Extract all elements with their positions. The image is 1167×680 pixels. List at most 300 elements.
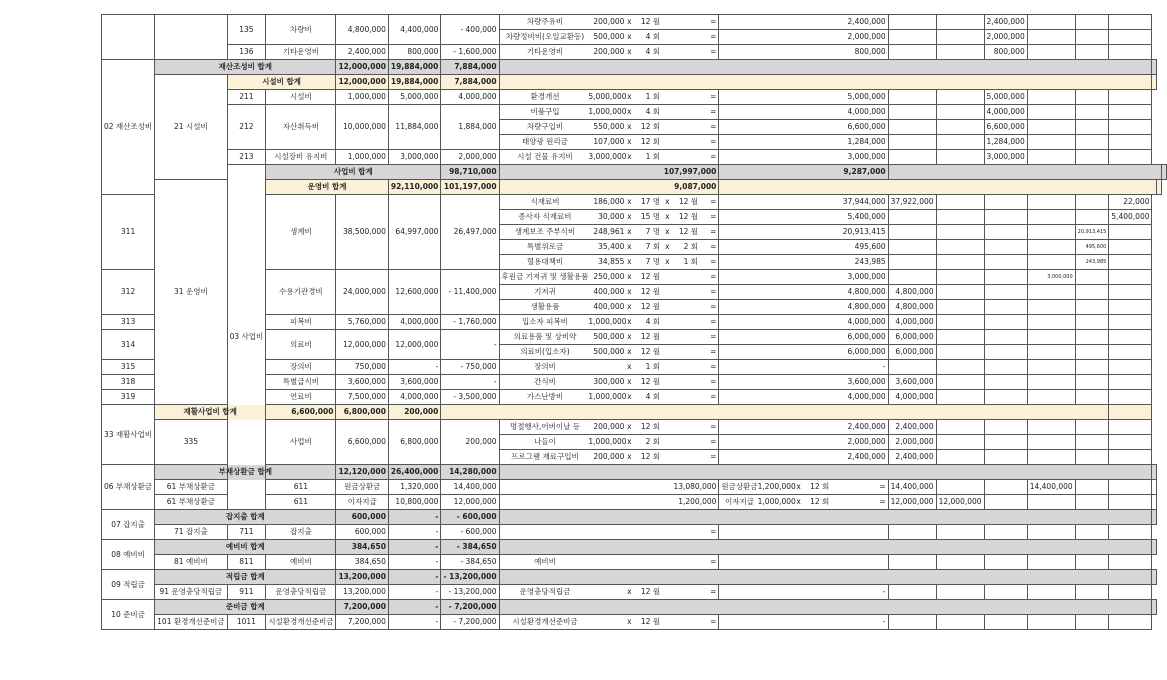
total-detail-blank (719, 180, 1157, 195)
fund-source-col-2 (936, 240, 984, 255)
detail-formula-cell (499, 300, 719, 315)
fund-source-col-2 (984, 480, 1027, 495)
fund-source-col-1 (936, 480, 984, 495)
detail-quantity-2: 2 (683, 242, 689, 251)
fund-source-col-4 (1027, 90, 1075, 105)
detail-quantity: 15 (640, 212, 651, 221)
fund-source-col-1 (888, 240, 936, 255)
detail-equals-sign: = (710, 452, 717, 461)
fund-source-col-5 (1075, 450, 1109, 465)
detail-quantity: 7 (645, 242, 651, 251)
detail-item-name: 후원금 기저귀 및 생활용품 (501, 272, 589, 281)
detail-unit-price: 248,961 (593, 227, 625, 236)
detail-equals-sign: = (710, 422, 717, 431)
detail-quantity: 4 (645, 392, 651, 401)
fund-source-col-6 (1109, 300, 1152, 315)
total-detail-blank (499, 75, 1152, 90)
detail-amount: 12,000,000 (888, 495, 936, 510)
detail-equals-sign: = (710, 287, 717, 296)
account-name: 운영충당적립금 (266, 585, 336, 600)
detail-unit: 회 (652, 392, 661, 401)
detail-formula-cell (499, 30, 719, 45)
fund-source-col-5 (1109, 480, 1152, 495)
detail-equals-sign: = (710, 347, 717, 356)
detail-item-name: 환경개선 (530, 92, 560, 101)
detail-quantity: 12 (640, 287, 651, 296)
detail-unit: 회 (652, 32, 661, 41)
fund-source-col-4 (1027, 390, 1075, 405)
detail-amount: 4,000,000 (719, 105, 888, 120)
fund-source-col-5 (1075, 525, 1109, 540)
detail-amount: - (719, 585, 888, 600)
fund-source-col-3 (984, 255, 1027, 270)
detail-quantity: 12 (640, 617, 651, 626)
table-row (102, 90, 1167, 105)
detail-quantity: 12 (640, 452, 651, 461)
fund-source-col-2 (984, 495, 1027, 510)
detail-equals-sign: = (879, 482, 886, 491)
fund-source-col-1 (888, 210, 936, 225)
account-name: 특별급식비 (266, 375, 336, 390)
total-previous: 6,600,000 (266, 405, 336, 420)
detail-formula-cell (499, 330, 719, 345)
fund-source-col-6 (1109, 225, 1152, 240)
detail-times-sign: x (627, 212, 632, 221)
table-row (102, 585, 1167, 600)
account-name: 이자지급 (336, 495, 388, 510)
detail-formula-cell (499, 105, 719, 120)
total-blank (1152, 600, 1157, 615)
total-label: 부채상환금 합계 (155, 465, 336, 480)
detail-times-sign: x (627, 17, 632, 26)
detail-unit: 월 (652, 17, 661, 26)
fund-source-col-4 (1027, 135, 1075, 150)
fund-source-col-2 (936, 270, 984, 285)
total-row (102, 570, 1167, 585)
detail-unit-price: 186,000 (593, 197, 625, 206)
total-previous: 7,200,000 (336, 600, 388, 615)
account-code: 211 (227, 90, 266, 105)
total-blank (1152, 570, 1157, 585)
detail-unit-2: 월 (690, 212, 699, 221)
fund-source-col-2 (936, 195, 984, 210)
fund-source-col-3 (984, 555, 1027, 570)
previous-budget: 12,000,000 (336, 330, 388, 360)
total-previous: 92,110,000 (388, 180, 440, 195)
detail-formula-cell (499, 345, 719, 360)
detail-amount: 2,000,000 (719, 30, 888, 45)
fund-source-col-2 (936, 150, 984, 165)
detail-amount: 3,000,000 (719, 270, 888, 285)
account-name: 장의비 (266, 360, 336, 375)
detail-quantity: 4 (645, 47, 651, 56)
current-budget: - (388, 555, 440, 570)
detail-amount: 6,600,000 (719, 120, 888, 135)
detail-formula-cell (499, 225, 719, 240)
fund-source-col-4 (1075, 495, 1109, 510)
detail-unit-2: 회 (690, 257, 699, 266)
total-label: 운영비 합계 (266, 180, 389, 195)
fund-source-col-6 (1109, 360, 1152, 375)
account-code: 611 (266, 495, 336, 510)
detail-unit: 명 (652, 257, 661, 266)
detail-times-sign: x (627, 47, 632, 56)
detail-item-name: 가스난방비 (526, 392, 564, 401)
detail-quantity-2: 12 (678, 197, 689, 206)
detail-times-sign: x (627, 377, 632, 386)
budget-difference: 26,497,000 (441, 195, 499, 270)
detail-unit: 회 (652, 107, 661, 116)
account-code: 911 (227, 585, 266, 600)
account-name: 시설환경개선준비금 (266, 615, 336, 630)
detail-quantity: 12 (640, 332, 651, 341)
total-previous: 98,710,000 (441, 165, 499, 180)
fund-source-col-1: 2,400,000 (888, 420, 936, 435)
subtotal-row (102, 75, 1167, 90)
subgroup-71: 71 잡지출 (155, 525, 227, 540)
budget-difference: 1,200,000 (499, 495, 719, 510)
detail-times-sign: x (627, 137, 632, 146)
total-blank (1157, 180, 1162, 195)
fund-source-col-2 (936, 330, 984, 345)
total-current: 26,400,000 (388, 465, 440, 480)
total-detail-blank (499, 600, 1152, 615)
fund-source-col-1 (888, 270, 936, 285)
detail-times-sign: x (627, 347, 632, 356)
budget-difference: - 13,200,000 (441, 585, 499, 600)
fund-source-col-2 (936, 90, 984, 105)
detail-item-name: 시설 건물 유지비 (517, 152, 573, 161)
fund-source-col-2 (936, 105, 984, 120)
detail-item-name: 의료비(입소자) (520, 347, 570, 356)
detail-times-sign: x (627, 242, 632, 251)
detail-formula-cell (499, 15, 719, 30)
detail-quantity: 4 (645, 32, 651, 41)
detail-equals-sign: = (879, 497, 886, 506)
fund-source-col-2 (936, 120, 984, 135)
fund-source-col-3 (984, 360, 1027, 375)
budget-difference: - 1,760,000 (441, 315, 499, 330)
total-difference: - 600,000 (441, 510, 499, 525)
detail-equals-sign: = (710, 392, 717, 401)
fund-source-col-4 (1027, 150, 1075, 165)
detail-formula-cell (499, 435, 719, 450)
previous-budget: 13,200,000 (336, 585, 388, 600)
account-code: 319 (102, 390, 155, 405)
detail-amount: 3,000,000 (719, 150, 888, 165)
previous-budget: 7,200,000 (336, 615, 388, 630)
detail-equals-sign: = (710, 152, 717, 161)
detail-unit-price: 400,000 (593, 302, 625, 311)
account-name: 생계비 (266, 195, 336, 270)
detail-item-name: 입소자 피복비 (522, 317, 568, 326)
detail-item-name: 차량정비비(오일교환등) (505, 32, 585, 41)
fund-source-col-1 (888, 45, 936, 60)
fund-source-col-5: 20,913,415 (1075, 225, 1109, 240)
detail-quantity: 7 (645, 227, 651, 236)
fund-source-col-2 (936, 30, 984, 45)
group-06: 06 부채상환금 (102, 465, 155, 510)
detail-amount: 37,944,000 (719, 195, 888, 210)
detail-formula-cell (719, 495, 888, 510)
fund-source-col-3 (984, 420, 1027, 435)
detail-amount: 5,400,000 (719, 210, 888, 225)
detail-equals-sign: = (710, 332, 717, 341)
detail-amount (719, 555, 888, 570)
previous-budget: 1,000,000 (336, 150, 388, 165)
detail-unit-2: 월 (690, 227, 699, 236)
fund-source-col-1: 12,000,000 (936, 495, 984, 510)
account-name: 차량비 (266, 15, 336, 45)
detail-times-sign: x (627, 32, 632, 41)
fund-source-col-4 (1027, 30, 1075, 45)
fund-source-col-6 (1109, 45, 1152, 60)
detail-formula-cell (499, 45, 719, 60)
group-03: 03 사업비 (227, 165, 266, 510)
fund-source-col-6 (1109, 450, 1152, 465)
detail-equals-sign: = (710, 272, 717, 281)
total-row (102, 510, 1167, 525)
total-blank (1152, 75, 1157, 90)
detail-amount: 4,800,000 (719, 285, 888, 300)
detail-unit: 명 (652, 212, 661, 221)
account-code: 312 (102, 270, 155, 315)
group-02: 02 재산조성비 (102, 60, 155, 195)
detail-unit: 회 (652, 317, 661, 326)
fund-source-col-2 (936, 615, 984, 630)
total-blank (1152, 465, 1157, 480)
budget-difference: - (441, 375, 499, 390)
fund-source-col-3 (984, 195, 1027, 210)
current-budget: 5,000,000 (388, 90, 440, 105)
detail-formula-cell (499, 90, 719, 105)
subgroup-91: 91 운영충당적립금 (155, 585, 227, 600)
fund-source-col-4 (1075, 480, 1109, 495)
total-difference: 200,000 (388, 405, 440, 420)
previous-budget: 7,500,000 (336, 390, 388, 405)
detail-equals-sign: = (710, 587, 717, 596)
detail-unit-price: 1,000,000 (588, 317, 627, 326)
detail-unit-price: 30,000 (598, 212, 625, 221)
total-difference: 9,087,000 (499, 180, 719, 195)
detail-unit-price: 250,000 (593, 272, 625, 281)
total-label: 재산조성비 합계 (155, 60, 336, 75)
fund-source-col-4 (1027, 555, 1075, 570)
fund-source-col-2 (936, 375, 984, 390)
total-current: 19,884,000 (388, 60, 440, 75)
fund-source-col-6 (1109, 135, 1152, 150)
detail-item-name: 차량구입비 (526, 122, 564, 131)
fund-source-col-4 (1027, 330, 1075, 345)
detail-quantity: 12 (640, 122, 651, 131)
fund-source-col-3: 1,284,000 (984, 135, 1027, 150)
fund-source-col-5 (1109, 495, 1152, 510)
fund-source-col-4 (1027, 450, 1075, 465)
fund-source-col-3 (984, 585, 1027, 600)
detail-times-sign: x (627, 272, 632, 281)
detail-item-name: 프로그램 재료구입비 (511, 452, 579, 461)
fund-source-col-2 (936, 300, 984, 315)
total-row (102, 465, 1167, 480)
detail-quantity: 7 (645, 257, 651, 266)
total-current: - (388, 510, 440, 525)
account-code: 811 (227, 555, 266, 570)
detail-unit: 월 (652, 347, 661, 356)
detail-unit: 회 (652, 362, 661, 371)
fund-source-col-2 (936, 555, 984, 570)
detail-item-name: 이자지급 (725, 497, 755, 506)
detail-unit-price: 1,200,000 (757, 482, 796, 491)
previous-budget: 5,760,000 (336, 315, 388, 330)
detail-quantity: 12 (640, 587, 651, 596)
detail-formula-cell (499, 210, 719, 225)
detail-unit: 월 (652, 302, 661, 311)
fund-source-col-4 (1027, 435, 1075, 450)
detail-quantity-2: 1 (683, 257, 689, 266)
detail-times-sign: x (627, 437, 632, 446)
group-31: 31 운영비 (155, 180, 227, 405)
detail-equals-sign: = (710, 107, 717, 116)
detail-equals-sign: = (710, 32, 717, 41)
budget-difference: - 750,000 (441, 360, 499, 375)
fund-source-col-5 (1075, 150, 1109, 165)
total-difference: - 7,200,000 (441, 600, 499, 615)
fund-source-col-6 (1109, 525, 1152, 540)
fund-source-col-1: 4,800,000 (888, 300, 936, 315)
current-budget: 4,400,000 (388, 15, 440, 45)
detail-item-name: 차량주유비 (526, 17, 564, 26)
detail-unit-price: 400,000 (593, 287, 625, 296)
detail-unit: 명 (652, 227, 661, 236)
fund-source-col-5 (1075, 585, 1109, 600)
detail-times-sign: x (796, 482, 801, 491)
fund-source-col-6 (1109, 315, 1152, 330)
fund-source-col-1 (888, 255, 936, 270)
fund-source-col-2 (936, 345, 984, 360)
detail-quantity: 12 (640, 377, 651, 386)
account-code: 136 (227, 45, 266, 60)
total-blank (1152, 510, 1157, 525)
detail-unit-price: 1,000,000 (588, 392, 627, 401)
detail-formula-cell (499, 450, 719, 465)
fund-source-col-3 (984, 330, 1027, 345)
detail-amount: 2,400,000 (719, 420, 888, 435)
fund-source-col-6 (1109, 585, 1152, 600)
fund-source-col-5 (1075, 360, 1109, 375)
budget-difference: - 384,650 (441, 555, 499, 570)
total-current: - (388, 540, 440, 555)
table-row (102, 105, 1167, 120)
detail-item-name: 비품구입 (530, 107, 560, 116)
detail-equals-sign: = (710, 17, 717, 26)
fund-source-col-6: 22,000 (1109, 195, 1152, 210)
total-blank (1152, 540, 1157, 555)
detail-item-name: 시설환경개선준비금 (512, 617, 578, 626)
account-name: 원금상환금 (336, 480, 388, 495)
detail-formula-cell (499, 240, 719, 255)
detail-formula-cell (499, 390, 719, 405)
detail-times-sign: x (627, 152, 632, 161)
detail-quantity: 4 (645, 317, 651, 326)
detail-unit: 회 (652, 122, 661, 131)
detail-item-name: 장의비 (534, 362, 556, 371)
total-detail-blank (499, 60, 1152, 75)
fund-source-col-6 (1109, 615, 1152, 630)
current-budget: - (388, 525, 440, 540)
fund-source-col-5 (1075, 345, 1109, 360)
detail-quantity: 12 (640, 272, 651, 281)
detail-item-name: 생계보조 주부식비 (514, 227, 576, 236)
detail-equals-sign: = (710, 137, 717, 146)
fund-source-col-2 (936, 525, 984, 540)
detail-item-name: 의료용품 및 상비약 (513, 332, 577, 341)
detail-unit: 회 (652, 47, 661, 56)
detail-quantity: 12 (640, 17, 651, 26)
budget-difference: 200,000 (441, 420, 499, 465)
total-current: - (388, 600, 440, 615)
current-budget: 4,000,000 (388, 315, 440, 330)
account-code: 314 (102, 330, 155, 360)
total-detail-blank (888, 165, 1162, 180)
detail-times-sign: x (627, 362, 632, 371)
detail-equals-sign: = (710, 92, 717, 101)
detail-unit: 회 (822, 482, 830, 491)
fund-source-col-3 (984, 315, 1027, 330)
fund-source-col-5 (1075, 435, 1109, 450)
account-code: 1011 (227, 615, 266, 630)
fund-source-col-5 (1075, 90, 1109, 105)
detail-times-sign-2: x (665, 212, 670, 221)
fund-source-col-1 (888, 150, 936, 165)
detail-unit-price: 1,000,000 (588, 107, 627, 116)
detail-times-sign-2: x (665, 197, 670, 206)
detail-item-name: 식재료비 (530, 197, 560, 206)
detail-formula-cell (499, 555, 719, 570)
fund-source-col-4 (1027, 255, 1075, 270)
detail-amount: 2,400,000 (719, 15, 888, 30)
group-07: 07 잡지출 (102, 510, 155, 540)
budget-difference: - 7,200,000 (441, 615, 499, 630)
account-name: 자산취득비 (266, 105, 336, 150)
detail-unit-price: 300,000 (593, 377, 625, 386)
detail-unit-2: 월 (690, 197, 699, 206)
detail-unit: 월 (652, 377, 661, 386)
total-difference: 14,280,000 (441, 465, 499, 480)
detail-formula-cell (499, 135, 719, 150)
fund-source-col-5 (1075, 390, 1109, 405)
detail-unit: 회 (652, 92, 661, 101)
fund-source-col-5: 495,600 (1075, 240, 1109, 255)
fund-source-col-5 (1075, 330, 1109, 345)
fund-source-col-4 (1027, 360, 1075, 375)
total-blank (1162, 165, 1167, 180)
total-blank (1109, 405, 1152, 420)
fund-source-col-3 (984, 450, 1027, 465)
detail-quantity: 12 (640, 302, 651, 311)
detail-formula-cell (499, 255, 719, 270)
detail-times-sign: x (627, 452, 632, 461)
fund-source-col-6 (1109, 435, 1152, 450)
fund-source-col-4 (1027, 585, 1075, 600)
fund-source-col-5 (1075, 15, 1109, 30)
fund-source-col-6 (1109, 270, 1152, 285)
table-row (102, 15, 1167, 30)
fund-source-col-6 (1109, 555, 1152, 570)
fund-source-col-6 (1109, 330, 1152, 345)
fund-source-col-5 (1075, 120, 1109, 135)
current-budget: 3,600,000 (388, 375, 440, 390)
account-code: 315 (102, 360, 155, 375)
